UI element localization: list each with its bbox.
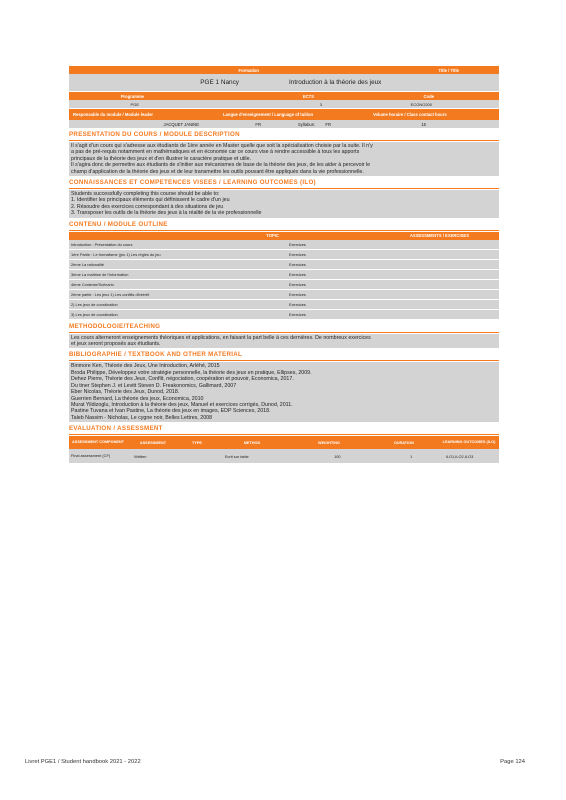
assessments-header: ASSESSMENTS / EXERCISES — [409, 233, 469, 239]
bibliography-line: Murat Yildizoglu, Introduction à la théorie des jeux, Manuel et exercices corrigés, Dunod, 2011. — [71, 401, 293, 408]
bibliography-line: Dehez Pierre, Théorie des Jeux, Conflit, négociation, coopération et pouvoir, Economica, 2017. — [71, 376, 294, 383]
table-row — [69, 260, 499, 270]
programme-labels-bar — [69, 92, 499, 100]
topic-cell: 1ère Partie : Le formalisme (jeu 1) Les règles du jeu — [71, 251, 161, 257]
methodology-line: Les cours alterneront enseignements théoriques et applications, en faisant la part belle à ces dernières. De nombreux exercices — [71, 334, 371, 341]
table-row — [69, 290, 499, 300]
course-title: Introduction à la théorie des jeux — [289, 79, 382, 86]
eval-ilo-cell: ILO1,ILO2,ILO3 — [445, 453, 474, 459]
table-row — [69, 310, 499, 320]
assess-cell: Exercices — [289, 241, 306, 247]
eval-header-assessment: ASSESSMENT — [139, 440, 167, 445]
programme-values-row — [69, 100, 499, 108]
table-row — [69, 250, 499, 260]
footer-handbook: Livret PGE1 / Student handbook 2021 - 2022 — [25, 759, 141, 765]
contenu-table — [69, 240, 499, 320]
syllabus-value: FR — [325, 121, 331, 127]
programme-label: Programme — [120, 93, 144, 99]
code-label: Code — [423, 93, 434, 99]
outcomes-line: 2. Résoudre des exercices correspondant à des situations de jeu — [71, 203, 224, 210]
topic-cell: 4ème Contexte/Scénario — [71, 281, 114, 287]
footer-page-number: Page 124 — [500, 759, 525, 765]
bibliography-line: Broda Philippe, Développez votre stratégie personnelle, la théorie des jeux en pratique, Ellipses, 2009. — [71, 369, 312, 376]
responsable-values-row — [69, 120, 499, 128]
eval-header-ilo: LEARNING OUTCOMES (ILO) — [442, 440, 496, 445]
responsable-label: Responsable du module / Module leader — [73, 112, 154, 117]
assess-cell: Exercices — [289, 311, 306, 317]
page-footer — [25, 759, 525, 765]
title-label: Title / Title — [438, 67, 459, 73]
formation-label: Formation — [238, 67, 259, 73]
volume-label: Volume horaire / Class contact hours — [373, 112, 447, 117]
contenu-heading: CONTENU / MODULE OUTLINE — [69, 221, 499, 231]
methodology-heading: METHODOLOGIE/TEACHING — [69, 323, 499, 333]
outcomes-heading: CONNAISSANCES ET COMPETENCES VISEES / LEARNING OUTCOMES (ILO) — [69, 179, 499, 189]
eval-method-cell: Ecrit sur table — [224, 453, 249, 459]
evaluation-header-bar — [69, 436, 499, 449]
eval-header-method: METHOD — [243, 440, 261, 445]
presentation-line: Il s'agira donc de permettre aux étudiants de s'initier aux mécanismes de base de la théorie des jeux, de les aider à percevoir le — [71, 162, 371, 169]
eval-assessment-cell: Written — [134, 453, 147, 459]
presentation-line: principaux de la théorie des jeux et d'en illustrer le caractère pratique et utile. — [71, 155, 252, 162]
syllabus-page — [69, 66, 499, 463]
assess-cell: Exercices — [289, 301, 306, 307]
presentation-line: champ d'application de la théorie des jeux et de leur transmettre les outils pouvant être appliqués dans la vie professionnelle. — [71, 168, 364, 175]
bibliography-line: Taleb Nassim - Nicholas, Le cygne noir, Belles Lettres, 2008 — [71, 414, 213, 421]
table-row — [69, 300, 499, 310]
topic-cell: 3) Les jeux de coordination — [71, 311, 118, 317]
assess-cell: Exercices — [289, 291, 306, 297]
outcomes-text — [69, 190, 499, 218]
langue-value: FR — [255, 121, 261, 127]
outcomes-line: 3. Transposer les outils de la théorie des jeux à la réalité de la vie professionnelle — [71, 210, 262, 217]
presentation-text — [69, 142, 499, 176]
eval-header-duration: DURATION — [394, 440, 414, 445]
assess-cell: Exercices — [289, 271, 306, 277]
bibliography-line: Eber Nicolas, Théorie des Jeux, Dunod, 2018. — [71, 389, 180, 396]
responsable-value: JACQUET JANINE — [163, 121, 199, 127]
topic-cell: 2ème partie : Les jeux 1) Les conflits d'intérêt — [71, 291, 150, 297]
bibliography-line: Binmore Ken, Théorie des Jeux, Une Introduction, Arléhé, 2015 — [71, 363, 220, 370]
bibliography-heading: BIBLIOGRAPHIE / TEXTBOOK AND OTHER MATERIAL — [69, 351, 499, 361]
outcomes-line: 1. Identifier les principaux éléments qui définissent le cadre d'un jeu — [71, 197, 230, 204]
syllabus-label: Syllabus: — [298, 121, 315, 127]
bibliography-line: Guerrien Bernard, La théorie des jeux, Economica, 2010 — [71, 395, 204, 402]
topic-cell: Introduction : Présentation du cours — [71, 241, 133, 247]
presentation-heading: PRESENTATION DU COURS / MODULE DESCRIPTION — [69, 131, 499, 141]
program-value: PGE 1 Nancy — [200, 79, 239, 86]
header-labels-bar — [69, 66, 499, 74]
eval-header-type: TYPE — [192, 440, 202, 445]
outcomes-line: Students successfully completing this course should be able to: — [71, 191, 220, 198]
assess-cell: Exercices — [289, 261, 306, 267]
table-row — [69, 240, 499, 250]
ects-value: 3 — [319, 101, 322, 107]
bibliography-text — [69, 362, 499, 422]
contenu-header-bar — [69, 232, 499, 240]
methodology-text — [69, 334, 499, 349]
bibliography-line: Du tiner Stephen J. et Levitt Steven D. Freakonomics, Gallimard, 2007 — [71, 382, 237, 389]
evaluation-heading: EVALUATION / ASSESSMENT — [69, 425, 499, 435]
topic-cell: 2ème La rationalité — [71, 261, 105, 267]
eval-weighting-cell: 100 — [334, 453, 341, 459]
ects-label: ECTS — [302, 93, 314, 99]
assess-cell: Exercices — [289, 251, 306, 257]
table-row — [69, 270, 499, 280]
volume-value: 15 — [421, 121, 426, 127]
topic-header: TOPIC — [266, 233, 279, 239]
presentation-line: Il s'agit d'un cours qui s'adresse aux étudiants de 1ère année en Master quelle que soit la spécialisation choisie par la suite. Il n'y — [71, 143, 373, 149]
eval-component-cell: Final assessment (CF) — [71, 452, 111, 458]
topic-cell: 3ème La maîtrise de l'information — [71, 271, 129, 277]
methodology-line: et jeux seront proposés aux étudiants. — [71, 341, 161, 348]
header-values-row — [69, 74, 499, 91]
eval-duration-cell: 1 — [410, 453, 413, 459]
responsable-labels-bar — [69, 109, 499, 120]
bibliography-line: Pastine Tuvana et Ivan Pastine, La théorie des jeux en images, EDP Sciences, 2018. — [71, 408, 271, 415]
langue-label: Langue d'enseignement / Language of tuition — [223, 112, 314, 117]
eval-header-weighting: WEIGHTING — [318, 440, 340, 445]
programme-value: PGE — [130, 101, 139, 107]
assess-cell: Exercices — [289, 281, 306, 287]
eval-header-component: ASSESSMENT COMPONENT — [72, 440, 124, 445]
code-value: ECONO200 — [410, 101, 432, 107]
presentation-line: a pas de pré-requis notamment en mathématiques et en économie car ce cours vise à rendre accessible à tous les apports — [71, 149, 360, 156]
topic-cell: 2) Les jeux de coordination — [71, 301, 118, 307]
evaluation-row — [69, 449, 499, 463]
table-row — [69, 280, 499, 290]
